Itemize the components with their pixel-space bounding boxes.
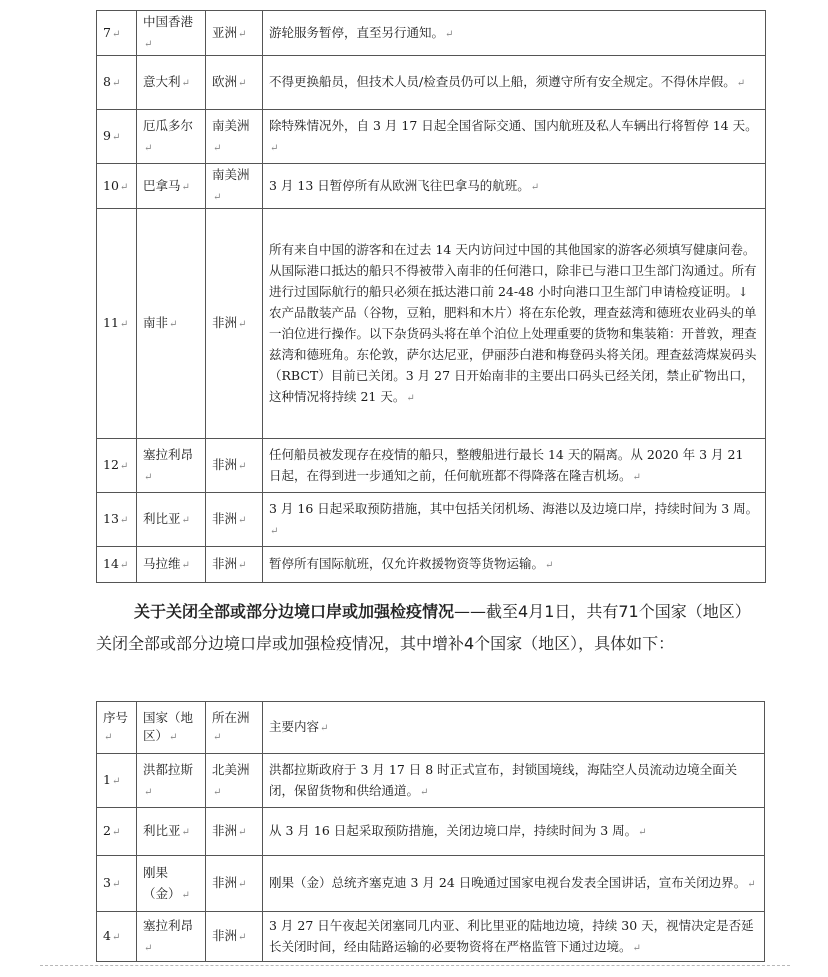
cell-end-mark: ↵ — [104, 731, 113, 743]
measure-content: 3 月 27 日午夜起关闭塞同几内亚、利比里亚的陆地边境，持续 30 天，视情决定是否延长关闭时间，经由陆路运输的必要物资将在严格监管下通过边境。 — [269, 917, 754, 954]
cell-end-mark: ↵ — [111, 776, 121, 787]
page-bottom-divider — [40, 965, 790, 966]
cell-end-mark: ↵ — [545, 560, 554, 571]
cell-end-mark: ↵ — [238, 560, 247, 571]
cell-end-mark: ↵ — [238, 461, 247, 472]
cell-end-mark: ↵ — [119, 515, 129, 526]
table-row — [97, 209, 766, 439]
section-heading: 关于关闭全部或部分边境口岸或加强检疫情况 — [134, 602, 455, 621]
cell-end-mark: ↵ — [632, 942, 641, 954]
cell-end-mark: ↵ — [119, 560, 129, 571]
cell-end-mark: ↵ — [181, 181, 190, 193]
cell-end-mark: ↵ — [530, 181, 540, 193]
table-row — [97, 110, 766, 164]
table-row — [97, 912, 765, 962]
row-number: 12 — [103, 457, 119, 472]
row-number: 2 — [103, 823, 111, 838]
row-number: 10 — [103, 177, 119, 193]
cell-end-mark: ↵ — [111, 932, 121, 943]
cell-end-mark: ↵ — [270, 525, 279, 537]
row-number: 1 — [103, 772, 111, 787]
cell-end-mark: ↵ — [238, 515, 247, 526]
table-header-row — [97, 702, 765, 754]
cell-end-mark: ↵ — [736, 78, 746, 89]
cell-end-mark: ↵ — [445, 28, 454, 40]
measure-content: 刚果（金）总统齐塞克迪 3 月 24 日晚通过国家电视台发表全国讲话，宣布关闭边界。 — [269, 875, 747, 890]
cell-end-mark: ↵ — [111, 78, 121, 89]
country-name: 利比亚 — [143, 823, 181, 838]
cell-end-mark: ↵ — [213, 142, 222, 154]
cell-end-mark: ↵ — [144, 39, 153, 50]
cell-end-mark: ↵ — [632, 471, 641, 483]
row-number: 3 — [103, 875, 111, 890]
row-number: 9 — [103, 128, 111, 143]
country-name: 塞拉利昂 — [143, 446, 194, 462]
cell-end-mark: ↵ — [181, 560, 190, 571]
continent-name: 南美洲 — [212, 117, 250, 133]
cell-end-mark: ↵ — [111, 827, 121, 838]
measure-content-part-2: 农产品散装产品（谷物，豆粕，肥料和木片）将在东伦敦，理查兹湾和德班农业码头的单一泊位进行操作。以下杂货码头将在单个泊位上处理重要的货物和集装箱：开普敦，理查兹湾和德班角。东伦敦，萨尔达尼亚，伊丽莎白港和梅登码头将关闭。理查兹湾煤炭码头（RBCT）目前已关闭。3 月 27 日开始南非的主要出口码头已经关闭，禁止矿物出口，这种情况将持续 21 天。 — [269, 304, 757, 404]
continent-name: 非洲 — [212, 457, 238, 472]
measure-content: 洪都拉斯政府于 3 月 17 日 8 时正式宣布，封锁国境线，海陆空人员流动边境全面关闭，保留货物和供给通道。 — [269, 761, 738, 798]
country-name: 厄瓜多尔 — [143, 117, 194, 133]
cell-end-mark: ↵ — [238, 932, 247, 943]
row-number: 14 — [103, 556, 119, 571]
country-name: 意大利 — [143, 74, 181, 89]
cell-end-mark: ↵ — [169, 319, 178, 330]
cell-end-mark: ↵ — [270, 142, 279, 154]
measure-content: 所有来自中国的游客和在过去 14 天内访问过中国的其他国家的游客必须填写健康问卷。从国际港口抵达的船只不得被带入南非的任何港口，除非已与港口卫生部门沟通过。所有进行过国际航行的船只必须在抵达港口前 24-48 小时向港口卫生部门申请检疫证明。↓ — [269, 241, 757, 299]
row-number: 7 — [103, 24, 111, 40]
measure-content: 游轮服务暂停，直至另行通知。 — [269, 24, 445, 40]
country-name: 南非 — [143, 315, 169, 330]
measure-content: 从 3 月 16 日起采取预防措施，关闭边境口岸，持续时间为 3 周。 — [269, 823, 638, 838]
cell-end-mark: ↵ — [144, 942, 153, 954]
continent-name: 非洲 — [212, 875, 238, 890]
continent-name: 非洲 — [212, 823, 238, 838]
continent-name: 亚洲 — [212, 24, 238, 40]
country-name: 洪都拉斯 — [143, 761, 194, 777]
cell-end-mark: ↵ — [181, 78, 190, 89]
border-closure-table — [96, 701, 765, 962]
country-name: 刚果（金） — [143, 864, 181, 901]
table-row — [97, 808, 765, 856]
measure-content: 任何船员被发现存在疫情的船只，整艘船进行最长 14 天的隔离。从 2020 年 3 月 21 日起，在得到进一步通知之前，任何航班都不得降落在隆吉机场。 — [269, 446, 744, 483]
section-paragraph — [96, 596, 756, 660]
cell-end-mark: ↵ — [144, 142, 153, 154]
cell-end-mark: ↵ — [213, 786, 222, 798]
table-row — [97, 56, 766, 110]
table-row — [97, 439, 766, 493]
cell-end-mark: ↵ — [238, 879, 247, 890]
header-number: 序号 — [103, 709, 129, 725]
country-name: 巴拿马 — [143, 177, 181, 193]
cell-end-mark: ↵ — [181, 515, 190, 526]
cell-end-mark: ↵ — [119, 319, 129, 330]
continent-name: 非洲 — [212, 315, 238, 330]
cell-end-mark: ↵ — [238, 319, 247, 330]
country-name: 利比亚 — [143, 511, 181, 526]
cell-end-mark: ↵ — [406, 392, 415, 404]
table-row — [97, 11, 766, 56]
cell-end-mark: ↵ — [420, 786, 429, 798]
continent-name: 南美洲 — [212, 167, 250, 182]
measure-content: 除特殊情况外，自 3 月 17 日起全国省际交通、国内航班及私人车辆出行将暂停 14 天。 — [269, 117, 758, 133]
cell-end-mark: ↵ — [638, 827, 647, 838]
table-row — [97, 856, 765, 912]
measure-content: 不得更换船员，但技术人员/检查员仍可以上船，须遵守所有安全规定。不得休岸假。 — [269, 74, 736, 89]
continent-name: 欧洲 — [212, 74, 238, 89]
cell-end-mark: ↵ — [119, 181, 129, 193]
cell-end-mark: ↵ — [213, 731, 222, 743]
header-content: 主要内容 — [269, 718, 320, 734]
measure-content: 暂停所有国际航班，仅允许救援物资等货物运输。 — [269, 556, 545, 571]
table-row — [97, 164, 766, 209]
country-name: 马拉维 — [143, 556, 181, 571]
continent-name: 非洲 — [212, 556, 238, 571]
cell-end-mark: ↵ — [111, 28, 121, 40]
continent-name: 北美洲 — [212, 761, 250, 777]
continent-name: 非洲 — [212, 511, 238, 526]
country-name: 塞拉利昂 — [143, 917, 194, 933]
cell-end-mark: ↵ — [320, 722, 329, 734]
row-number: 13 — [103, 511, 119, 526]
cell-end-mark: ↵ — [747, 879, 756, 890]
cell-end-mark: ↵ — [144, 786, 153, 798]
row-number: 4 — [103, 928, 111, 943]
continent-name: 非洲 — [212, 928, 238, 943]
measure-content: 3 月 16 日起采取预防措施，其中包括关闭机场、海港以及边境口岸，持续时间为 3 周。 — [269, 500, 759, 516]
cell-end-mark: ↵ — [213, 192, 222, 203]
row-number: 8 — [103, 74, 111, 89]
measure-content: 3 月 13 日暂停所有从欧洲飞往巴拿马的航班。 — [269, 177, 530, 193]
cell-end-mark: ↵ — [119, 461, 129, 472]
cell-end-mark: ↵ — [111, 879, 121, 890]
table-row — [97, 547, 766, 583]
cell-end-mark: ↵ — [238, 827, 247, 838]
cell-end-mark: ↵ — [144, 471, 153, 483]
cell-end-mark: ↵ — [181, 827, 190, 838]
section-text: ——截至4月1日，共有71个国家（地区）关闭全部或部分边境口岸或加强检疫情况，其中增补4个国家（地区），具体如下： — [96, 602, 751, 653]
cell-end-mark: ↵ — [181, 889, 190, 901]
row-number: 11 — [103, 315, 119, 330]
cell-end-mark: ↵ — [169, 731, 178, 743]
cell-end-mark: ↵ — [111, 132, 121, 143]
table-row — [97, 754, 765, 808]
border-measures-table-continued — [96, 10, 766, 583]
cell-end-mark: ↵ — [238, 78, 247, 89]
table-row — [97, 493, 766, 547]
header-continent: 所在洲 — [212, 709, 250, 725]
header-country: 国家（地区） — [143, 709, 194, 743]
country-name: 中国香港 — [143, 14, 194, 29]
cell-end-mark: ↵ — [238, 28, 247, 40]
